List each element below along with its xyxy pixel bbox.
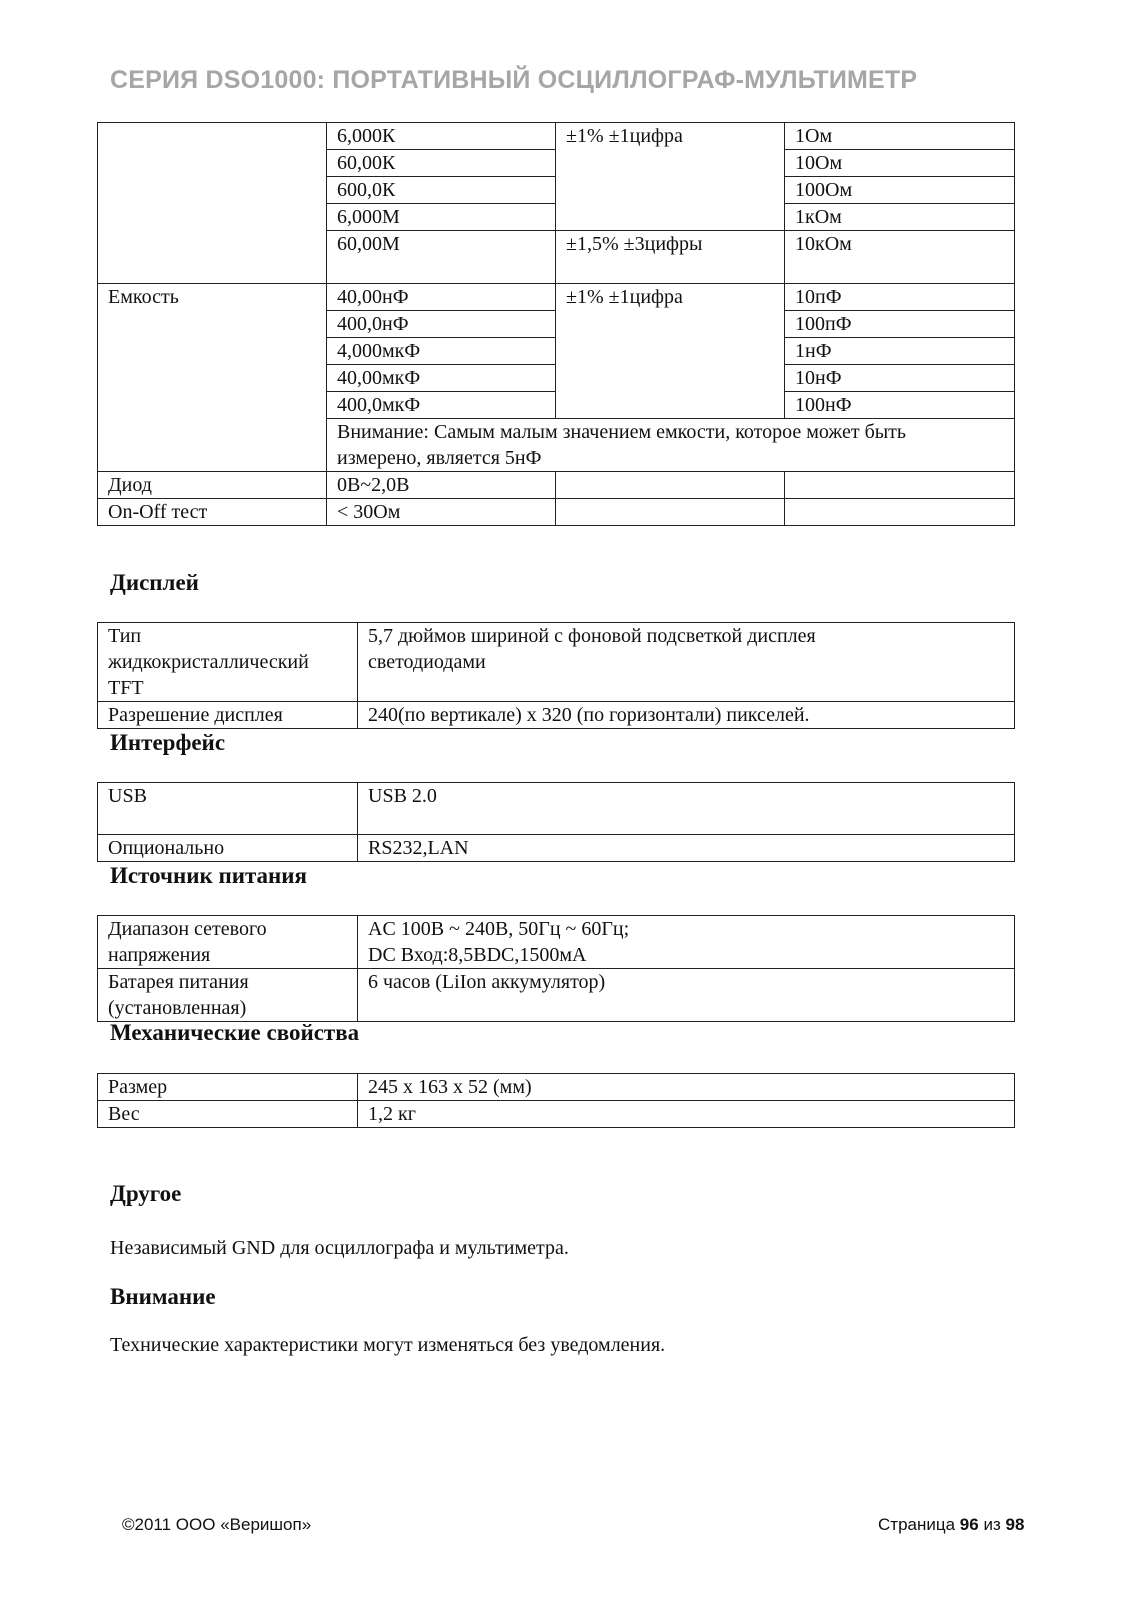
- table-row: [98, 123, 1015, 150]
- spec-label-cell: Размер: [98, 1074, 358, 1101]
- page-header-title: СЕРИЯ DSO1000: ПОРТАТИВНЫЙ ОСЦИЛЛОГРАФ-МУЛЬТИМЕТР: [110, 66, 918, 94]
- spec-label-line: Тип: [108, 625, 142, 647]
- spec-value-cell: [358, 623, 1015, 702]
- accuracy-cell: ±1% ±1цифра: [556, 284, 785, 419]
- resolution-cell: 100Ом: [785, 177, 1015, 204]
- capacitance-label-cell: Емкость: [98, 284, 327, 472]
- resolution-cell: 1кОм: [785, 204, 1015, 231]
- display-heading: Дисплей: [110, 570, 199, 595]
- range-cell: < 30Ом: [327, 499, 556, 526]
- range-cell: 400,0нФ: [327, 311, 556, 338]
- onoff-label-cell: On-Off тест: [98, 499, 327, 526]
- resolution-cell: 10нФ: [785, 365, 1015, 392]
- spec-value-cell: 245 x 163 x 52 (мм): [358, 1074, 1015, 1101]
- footer-of-word: из: [983, 1515, 1001, 1534]
- footer-page-total: 98: [1005, 1515, 1025, 1534]
- other-text: Независимый GND для осциллографа и мультиметра.: [110, 1237, 569, 1259]
- spec-label-cell: USB: [98, 783, 358, 835]
- spec-label-cell: Опционально: [98, 835, 358, 862]
- resolution-cell: 10Ом: [785, 150, 1015, 177]
- range-cell: 0В~2,0В: [327, 472, 556, 499]
- capacitance-note-cell: [327, 419, 1015, 472]
- resolution-cell: 100пФ: [785, 311, 1015, 338]
- range-cell: 4,000мкФ: [327, 338, 556, 365]
- diode-label-cell: Диод: [98, 472, 327, 499]
- range-cell: 6,000К: [327, 123, 556, 150]
- table-row: [98, 702, 1015, 729]
- resolution-cell: 10кОм: [785, 231, 1015, 284]
- spec-value-cell: 1,2 кг: [358, 1101, 1015, 1128]
- spec-label-line: жидкокристаллический: [108, 651, 309, 673]
- accuracy-cell: ±1,5% ±3цифры: [556, 231, 785, 284]
- interface-spec-table: [97, 782, 1015, 862]
- range-cell: 60,00М: [327, 231, 556, 284]
- resolution-cell: 10пФ: [785, 284, 1015, 311]
- capacitance-note-line: измерено, является 5нФ: [337, 447, 542, 469]
- table-row: [98, 623, 1015, 702]
- measurement-spec-table: [97, 122, 1015, 526]
- table-row: [98, 835, 1015, 862]
- footer-page-number: [878, 1515, 1024, 1535]
- spec-label-line: (установленная): [108, 997, 247, 1019]
- spec-value-line: светодиодами: [368, 651, 486, 673]
- power-spec-table: [97, 915, 1015, 1022]
- spec-label-line: TFT: [108, 677, 144, 699]
- spec-label-cell: [98, 623, 358, 702]
- footer-page-word: Страница: [878, 1515, 956, 1534]
- display-spec-table: [97, 622, 1015, 729]
- table-row: [98, 969, 1015, 1022]
- footer-copyright: ©2011 ООО «Веришоп»: [122, 1515, 312, 1534]
- spec-label-line: напряжения: [108, 944, 211, 966]
- range-cell: 6,000М: [327, 204, 556, 231]
- table-row: [98, 284, 1015, 311]
- spec-value-cell: 240(по вертикале) х 320 (по горизонтали) пикселей.: [358, 702, 1015, 729]
- resolution-cell: 1нФ: [785, 338, 1015, 365]
- resolution-cell: 100нФ: [785, 392, 1015, 419]
- spec-value-line: DC Вход:8,5BDC,1500мА: [368, 944, 587, 966]
- spec-label-cell: Разрешение дисплея: [98, 702, 358, 729]
- spec-value-cell: USB 2.0: [358, 783, 1015, 835]
- table-row: [98, 916, 1015, 969]
- range-cell: 60,00К: [327, 150, 556, 177]
- empty-cell: [785, 472, 1015, 499]
- notice-heading: Внимание: [110, 1284, 216, 1309]
- accuracy-cell: ±1% ±1цифра: [556, 123, 785, 231]
- spec-label-cell: Вес: [98, 1101, 358, 1128]
- table-row: [98, 472, 1015, 499]
- capacitance-note-line: Внимание: Самым малым значением емкости, которое может быть: [337, 421, 907, 443]
- spec-value-cell: [358, 916, 1015, 969]
- other-heading: Другое: [110, 1181, 182, 1206]
- mechanical-spec-table: [97, 1073, 1015, 1128]
- notice-text: Технические характеристики могут изменяться без уведомления.: [110, 1334, 666, 1356]
- table-row: [98, 1101, 1015, 1128]
- spec-label-cell: [98, 969, 358, 1022]
- empty-label-cell: [98, 123, 327, 284]
- footer-page-current: 96: [959, 1515, 979, 1534]
- spec-value-cell: 6 часов (LiIon аккумулятор): [358, 969, 1015, 1022]
- spec-label-cell: [98, 916, 358, 969]
- resolution-cell: 1Ом: [785, 123, 1015, 150]
- spec-label-line: Диапазон сетевого: [108, 918, 267, 940]
- spec-label-line: Батарея питания: [108, 971, 249, 993]
- spec-value-cell: RS232,LAN: [358, 835, 1015, 862]
- table-row: [98, 499, 1015, 526]
- range-cell: 600,0К: [327, 177, 556, 204]
- empty-cell: [556, 472, 785, 499]
- range-cell: 40,00нФ: [327, 284, 556, 311]
- spec-value-line: AC 100В ~ 240В, 50Гц ~ 60Гц;: [368, 918, 630, 940]
- power-heading: Источник питания: [110, 863, 308, 888]
- interface-heading: Интерфейс: [110, 730, 226, 755]
- table-row: [98, 783, 1015, 835]
- empty-cell: [556, 499, 785, 526]
- mechanical-heading: Механические свойства: [110, 1020, 360, 1045]
- range-cell: 400,0мкФ: [327, 392, 556, 419]
- spec-value-line: 5,7 дюймов шириной с фоновой подсветкой дисплея: [368, 625, 816, 647]
- empty-cell: [785, 499, 1015, 526]
- table-row: [98, 1074, 1015, 1101]
- range-cell: 40,00мкФ: [327, 365, 556, 392]
